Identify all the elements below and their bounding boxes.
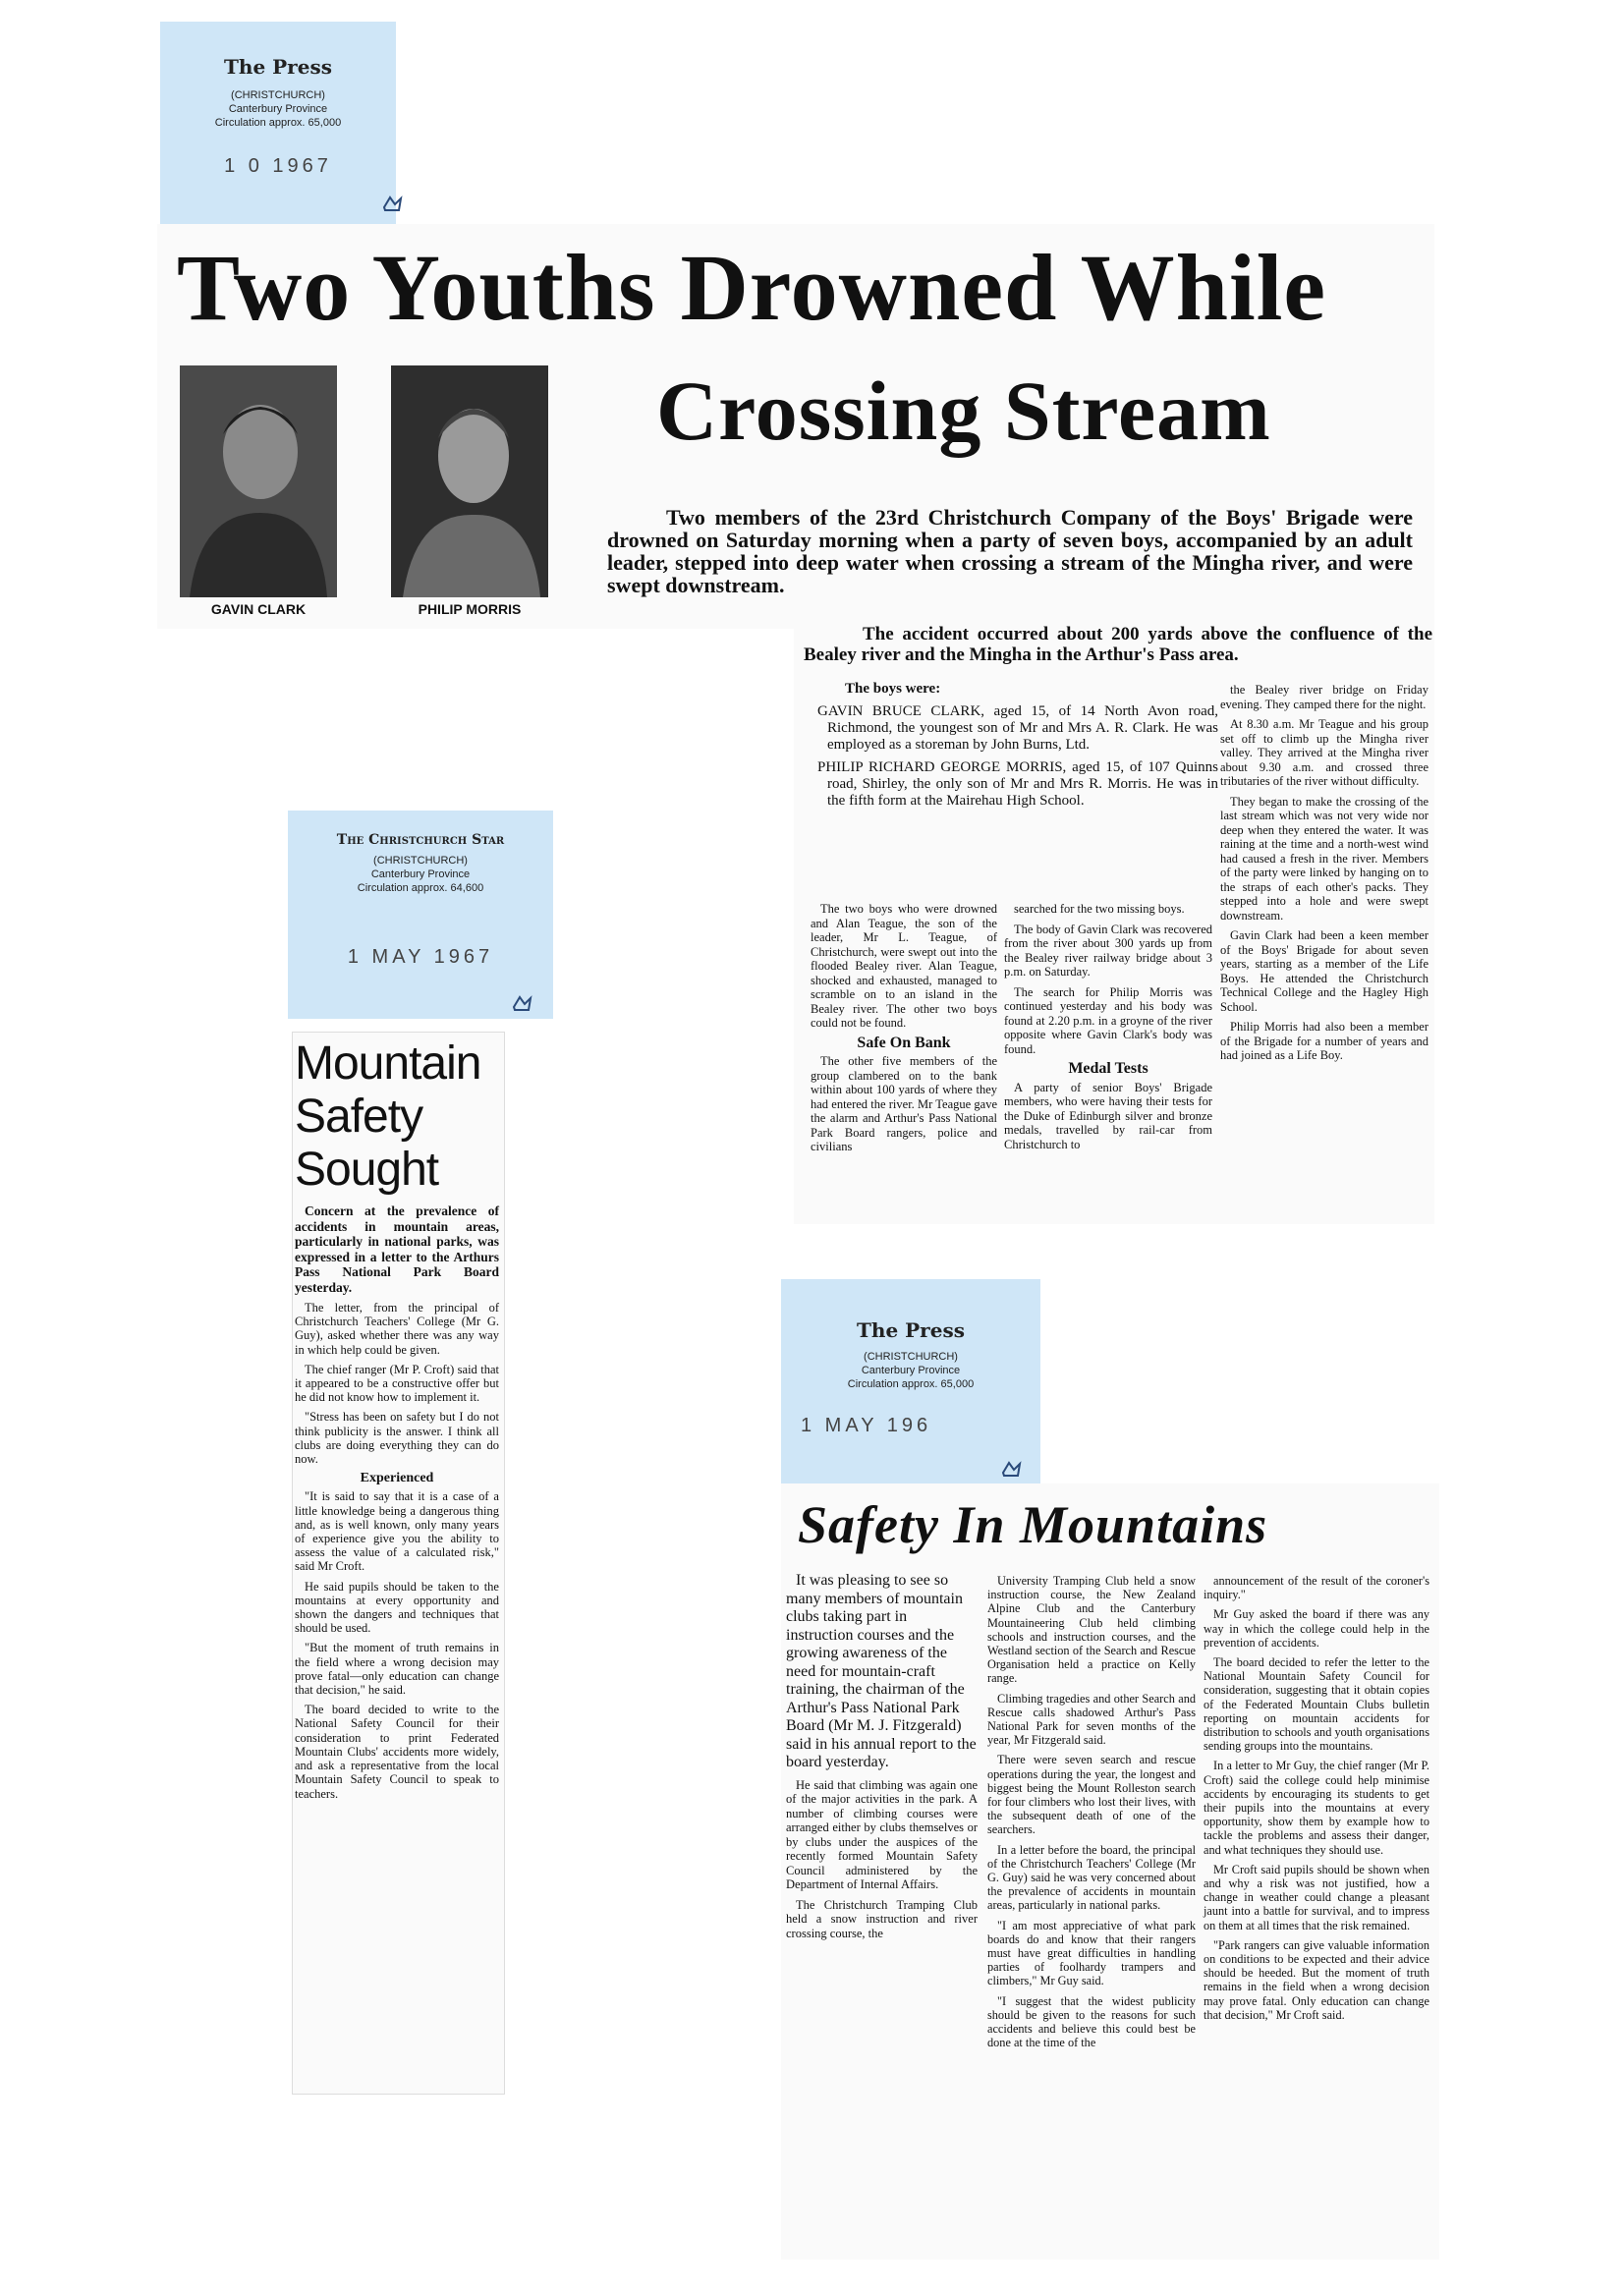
col-b-p2: The body of Gavin Clark was recovered from the river about 300 yards up from the Bealey river railway bridge about 3 p.m. on Saturday.: [1004, 922, 1212, 979]
city: (CHRISTCHURCH): [864, 1351, 958, 1363]
headline-line-2: Safety: [295, 1091, 423, 1143]
article2-body: [295, 1203, 499, 1807]
article1-headline-1: Two Youths Drowned While: [177, 235, 1326, 340]
article3-col2-p2: Climbing tragedies and other Search and Rescue calls shadowed Arthur's Pass National Park for seven months of the year, Mr Fitzgerald said.: [987, 1691, 1196, 1748]
article3-col3-p5: Mr Croft said pupils should be shown when and why a risk was not justified, how a change in weather could change a pleasant jaunt into a battle for survival, and to impress on them at all times that the risk remained.: [1204, 1862, 1429, 1932]
col-b-p3: The search for Philip Morris was continued yesterday and his body was found at 2.20 p.m. in a groyne of the river opposite where Gavin Clark's body was found.: [1004, 984, 1212, 1056]
press-label-top: [160, 22, 396, 224]
masthead: The Press: [857, 1318, 965, 1342]
stamp-mark-icon: [511, 992, 534, 1014]
caption-gavin-clark: GAVIN CLARK: [210, 601, 307, 617]
city: (CHRISTCHURCH): [231, 89, 325, 101]
col-c-p1: the Bealey river bridge on Friday evening. They camped there for the night.: [1220, 683, 1428, 711]
boys-were-heading: The boys were:: [845, 681, 941, 697]
article3-column-3: [1204, 1574, 1429, 2028]
caption-philip-morris: PHILIP MORRIS: [418, 601, 522, 617]
photo-gavin-clark: [180, 365, 337, 597]
photo-philip-morris: [391, 365, 548, 597]
article2-p6: He said pupils should be taken to the mountains at every opportunity and shown the dangers and techniques that should be used.: [295, 1579, 499, 1636]
circulation: Circulation approx. 65,000: [214, 117, 342, 129]
province: Canterbury Province: [861, 1365, 961, 1376]
article3-col2-p6: "I suggest that the widest publicity should be given to the reasons for such accidents and believe this could best be done at the time of the: [987, 1993, 1196, 2050]
article2-p3: The chief ranger (Mr P. Croft) said that it appeared to be a constructive offer but he did not know how to implement it.: [295, 1362, 499, 1405]
article2-p5: "It is said to say that it is a case of a little knowledge being a dangerous thing and, as is well known, only many years of experience give you the ability to assess the value of a calculated risk," said Mr Croft.: [295, 1489, 499, 1574]
article1-column-b: [1004, 902, 1212, 1157]
article3-col3-p1: announcement of the result of the coroner's inquiry.": [1204, 1574, 1429, 1602]
col-a-p2: The other five members of the group clambered on to the bank within about 100 yards of where they had entered the river. Mr Teague gave the alarm and Arthur's Pass National Park Board rangers, police and civilians: [811, 1054, 997, 1153]
article1-boys-list: [806, 681, 1218, 815]
portrait-icon: [391, 365, 548, 597]
article2-headline: [295, 1037, 501, 1197]
headline-line-1: Mountain: [295, 1037, 481, 1090]
article3-col1-p1: It was pleasing to see so many members of mountain clubs taking part in instruction courses and the growing awareness of the need for mountain-craft training, the chairman of the Arthur's Pass National Park Board (Mr M. J. Fitzgerald) said in his annual report to the board yesterday.: [786, 1572, 977, 1770]
col-b-p4: A party of senior Boys' Brigade members, who were having their tests for the Duke of Edinburgh silver and bronze medals, travelled by rail-car from Christchurch to: [1004, 1080, 1212, 1151]
col-a-p1: The two boys who were drowned and Alan Teague, the son of the leader, Mr L. Teague, of Christchurch, were swept out into the flooded Bealey river. Alan Teague, shocked and exhausted, managed to scramble on to an island in the Bealey river. The other two boys could not be found.: [811, 902, 997, 1030]
circulation: Circulation approx. 64,600: [357, 882, 484, 894]
article3-col3-p6: "Park rangers can give valuable information on conditions to be expected and their advice should be heeded. But the moment of truth remains in the field when a wrong decision may prove fatal. Only education can change that decision," Mr Croft said.: [1204, 1937, 1429, 2022]
circulation: Circulation approx. 65,000: [847, 1378, 975, 1390]
article3-col2-p3: There were seven search and rescue operations during the year, the longest and biggest being the Mount Rolleston search for four climbers who lost their lives, with the subsequent death of one of the searchers.: [987, 1753, 1196, 1837]
headline-line-3: Sought: [295, 1144, 439, 1196]
province: Canterbury Province: [228, 103, 328, 115]
article3-col2-p5: "I am most appreciative of what park boards do and know that their rangers must have great difficulties in handling parties of foolhardy trampers and climbers," Mr Guy said.: [987, 1918, 1196, 1988]
city: (CHRISTCHURCH): [373, 855, 468, 867]
article3-column-1: [786, 1572, 978, 1946]
press-label-bottom: [781, 1279, 1040, 1483]
article1-column-a: [811, 902, 997, 1160]
masthead: The Press: [224, 55, 332, 79]
article2-p7: "But the moment of truth remains in the field where a wrong decision may prove fatal—only education can change that decision," he said.: [295, 1641, 499, 1698]
article1-second-lead: The accident occurred about 200 yards above the confluence of the Bealey river and the Mingha in the Arthur's Pass area.: [804, 624, 1432, 665]
province: Canterbury Province: [370, 868, 471, 880]
date-stamp: 1 MAY 1967: [347, 946, 494, 968]
article3-col3-p2: Mr Guy asked the board if there was any way in which the college could help in the prevention of accidents.: [1204, 1607, 1429, 1650]
subhead-safe-on-bank: Safe On Bank: [857, 1034, 951, 1051]
article1-column-c: [1220, 683, 1428, 1069]
date-stamp: 1 0 1967: [224, 155, 332, 177]
article3-col2-p4: In a letter before the board, the principal of the Christchurch Teachers' College (Mr G. Guy) said he was very concerned about the prevalence of accidents in mountain areas, particularly in national parks.: [987, 1842, 1196, 1913]
star-label: [288, 811, 553, 1019]
portrait-icon: [180, 365, 337, 597]
article3-headline: Safety In Mountains: [798, 1495, 1268, 1554]
article3-col1-p3: The Christchurch Tramping Club held a snow instruction and river crossing course, the: [786, 1897, 978, 1940]
boy1-entry: GAVIN BRUCE CLARK, aged 15, of 14 North Avon road, Richmond, the youngest son of Mr and Mrs A. R. Clark. He was employed as a storeman by John Burns, Ltd.: [817, 703, 1218, 753]
col-b-p1: searched for the two missing boys.: [1014, 902, 1185, 916]
stamp-mark-icon: [381, 193, 405, 214]
date-stamp: 1 MAY 196: [801, 1415, 932, 1436]
col-c-p2: At 8.30 a.m. Mr Teague and his group set off to climb up the Mingha river valley. They arrived at the Mingha river about 9.30 a.m. and crossed three tributaries of the river without difficulty.: [1220, 717, 1428, 788]
article2-p8: The board decided to write to the National Safety Council for their consideration to print Federated Mountain Clubs' accidents more widely, and ask a representative from the local Mountain Safety Council to speak to teachers.: [295, 1703, 499, 1801]
article2-p1: Concern at the prevalence of accidents in mountain areas, particularly in national parks, was expressed in a letter to the Arthurs Pass National Park Board yesterday.: [295, 1203, 499, 1295]
article2-p4: "Stress has been on safety but I do not think publicity is the answer. I think all clubs are doing everything they can do now.: [295, 1410, 499, 1467]
article3-col1-p2: He said that climbing was again one of the major activities in the park. A number of climbing courses were arranged either by clubs themselves or by clubs under the auspices of the recently formed Mountain Safety Council administered by the Department of Internal Affairs.: [786, 1777, 978, 1891]
masthead: The Christchurch Star: [336, 832, 505, 848]
boy2-entry: PHILIP RICHARD GEORGE MORRIS, aged 15, of 107 Quinns road, Shirley, the only son of Mr and Mrs R. Morris. He was in the fifth form at the Mairehau High School.: [817, 759, 1218, 809]
article3-col3-p4: In a letter to Mr Guy, the chief ranger (Mr P. Croft) said the college could help minimise accidents by encouraging its students to get their pupils into the mountains at every opportunity, show them by example how to tackle the problems and assess their danger, and what techniques they should use.: [1204, 1759, 1429, 1857]
col-c-p4: Gavin Clark had been a keen member of the Boys' Brigade for about seven years, starting as a member of the Life Boys. He attended the Christchurch Technical College and the Hagley High School.: [1220, 928, 1428, 1014]
article1-headline-2: Crossing Stream: [656, 364, 1271, 458]
article3-col2-p1: University Tramping Club held a snow instruction course, the New Zealand Alpine Club and the Canterbury Mountaineering Club held climbing schools and instruction courses, and the Westland section of the Search and Rescue Organisation held a practice on Kelly range.: [987, 1574, 1196, 1686]
col-c-p3: They began to make the crossing of the last stream which was not very wide nor deep when they entered the water. It was raining at the time and a north-west wind had caused a fresh in the river. Members of the party were linked by hanging on to the straps of each other's packs. They stepped into a hole and were swept downstream.: [1220, 794, 1428, 923]
article3-col3-p3: The board decided to refer the letter to the National Mountain Safety Council for consideration, suggesting that it obtain copies of the Federated Mountain Clubs bulletin reporting on mountain accidents for distribution to schools and youth organisations sending groups into the mountains.: [1204, 1655, 1429, 1754]
article3-column-2: [987, 1574, 1196, 2056]
article1-lead: Two members of the 23rd Christchurch Company of the Boys' Brigade were drowned on Saturday morning when a party of seven boys, accompanied by an adult leader, stepped into deep water when crossing a stream of the Mingha river, and were swept downstream.: [607, 505, 1413, 597]
subhead-experienced: Experienced: [360, 1471, 434, 1486]
article2-p2: The letter, from the principal of Christchurch Teachers' College (Mr G. Guy), asked whether there was any way in which help could be given.: [295, 1301, 499, 1357]
subhead-medal-tests: Medal Tests: [1068, 1060, 1148, 1077]
stamp-mark-icon: [1000, 1458, 1024, 1480]
col-c-p5: Philip Morris had also been a member of the Brigade for a number of years and had joined as a Life Boy.: [1220, 1020, 1428, 1062]
